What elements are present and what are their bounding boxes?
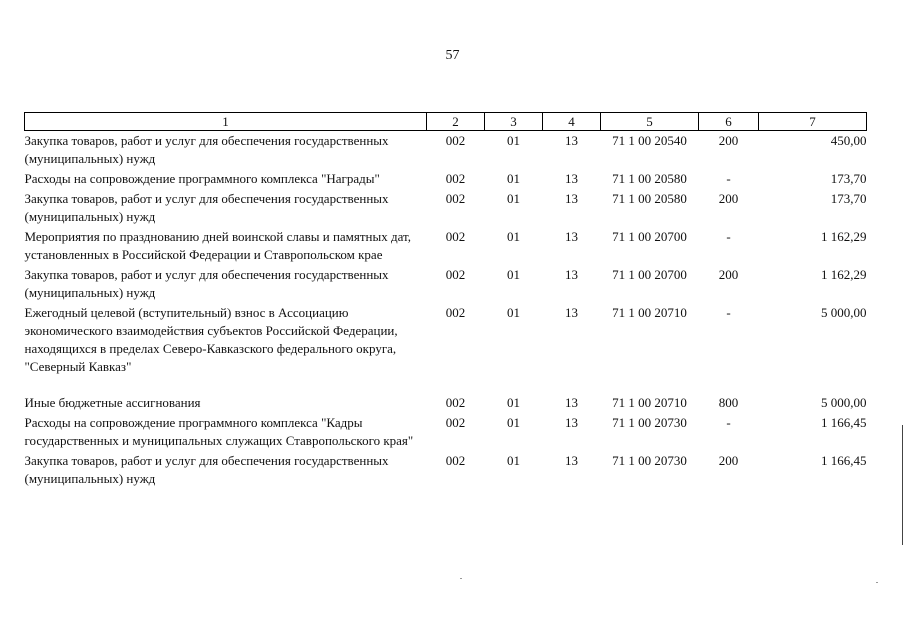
table-row [25, 414, 867, 452]
scan-speck [876, 582, 878, 583]
row-col-2: 002 [445, 267, 466, 282]
header-col-2: 2 [427, 113, 485, 131]
row-col-5: 71 1 00 20730 [612, 415, 687, 430]
row-amount: 1 162,29 [821, 229, 867, 244]
row-col-5: 71 1 00 20700 [612, 267, 687, 282]
row-amount: 173,70 [830, 191, 867, 206]
table-row [25, 452, 867, 490]
row-name: Мероприятия по празднованию дней воинской славы и памятных дат, установленных в Российской Федерации и Ставропольском крае [24, 229, 411, 262]
header-row [25, 113, 867, 131]
page-number: 57 [445, 48, 460, 63]
row-col-5: 71 1 00 20700 [612, 229, 687, 244]
row-col-6: 200 [718, 453, 739, 468]
row-col-5: 71 1 00 20710 [612, 305, 687, 320]
row-col-4: 13 [565, 171, 578, 186]
row-col-6: - [726, 415, 731, 430]
row-amount: 5 000,00 [821, 395, 867, 410]
row-name: Ежегодный целевой (вступительный) взнос в Ассоциацию экономического взаимодействия субъектов Российской Федерации, находящихся в пределах Северо-Кавказского федерального округа, "Северный Кавказ" [24, 305, 398, 374]
row-col-4: 13 [565, 305, 578, 320]
header-col-5: 5 [601, 113, 699, 131]
table-row [25, 266, 867, 304]
header-col-3: 3 [485, 113, 543, 131]
row-name: Расходы на сопровождение программного комплекса "Награды" [24, 171, 380, 186]
blank-row [25, 378, 867, 394]
row-col-6: 800 [718, 395, 739, 410]
row-col-3: 01 [507, 305, 520, 320]
row-col-5: 71 1 00 20730 [612, 453, 687, 468]
row-col-5: 71 1 00 20540 [612, 133, 687, 148]
row-col-3: 01 [507, 171, 520, 186]
row-name: Закупка товаров, работ и услуг для обеспечения государственных (муниципальных) нужд [24, 267, 389, 300]
row-col-5: 71 1 00 20710 [612, 395, 687, 410]
table-row [25, 304, 867, 378]
table-row [25, 170, 867, 190]
row-col-6: 200 [718, 133, 739, 148]
row-col-4: 13 [565, 415, 578, 430]
scan-margin-line [902, 425, 903, 545]
row-name: Иные бюджетные ассигнования [24, 395, 201, 410]
row-col-3: 01 [507, 133, 520, 148]
row-col-6: - [726, 305, 731, 320]
row-col-2: 002 [445, 453, 466, 468]
row-col-4: 13 [565, 133, 578, 148]
row-col-5: 71 1 00 20580 [612, 191, 687, 206]
row-col-3: 01 [507, 191, 520, 206]
row-name: Расходы на сопровождение программного комплекса "Кадры государственных и муниципальных служащих Ставропольского края" [24, 415, 414, 448]
table-row [25, 228, 867, 266]
budget-table [24, 112, 867, 490]
row-col-6: - [726, 229, 731, 244]
row-col-2: 002 [445, 415, 466, 430]
table-row [25, 190, 867, 228]
row-name: Закупка товаров, работ и услуг для обеспечения государственных (муниципальных) нужд [24, 133, 389, 166]
row-col-6: - [726, 171, 731, 186]
scan-speck [460, 578, 462, 579]
header-col-6: 6 [699, 113, 759, 131]
row-col-6: 200 [718, 191, 739, 206]
row-col-5: 71 1 00 20580 [612, 171, 687, 186]
row-amount: 450,00 [830, 133, 867, 148]
row-col-6: 200 [718, 267, 739, 282]
row-col-2: 002 [445, 133, 466, 148]
row-col-4: 13 [565, 267, 578, 282]
row-col-2: 002 [445, 229, 466, 244]
row-col-3: 01 [507, 453, 520, 468]
row-col-3: 01 [507, 229, 520, 244]
row-col-4: 13 [565, 395, 578, 410]
row-col-3: 01 [507, 415, 520, 430]
row-amount: 173,70 [830, 171, 867, 186]
header-col-4: 4 [543, 113, 601, 131]
row-col-2: 002 [445, 395, 466, 410]
row-name: Закупка товаров, работ и услуг для обеспечения государственных (муниципальных) нужд [24, 191, 389, 224]
table-row [25, 131, 867, 171]
row-col-3: 01 [507, 395, 520, 410]
row-amount: 1 166,45 [821, 453, 867, 468]
row-amount: 1 166,45 [821, 415, 867, 430]
row-col-4: 13 [565, 191, 578, 206]
row-col-2: 002 [445, 305, 466, 320]
row-col-2: 002 [445, 191, 466, 206]
row-amount: 5 000,00 [821, 305, 867, 320]
header-col-1: 1 [25, 113, 427, 131]
table-row [25, 394, 867, 414]
row-amount: 1 162,29 [821, 267, 867, 282]
row-col-3: 01 [507, 267, 520, 282]
row-col-2: 002 [445, 171, 466, 186]
row-col-4: 13 [565, 229, 578, 244]
row-name: Закупка товаров, работ и услуг для обеспечения государственных (муниципальных) нужд [24, 453, 389, 486]
header-col-7: 7 [759, 113, 867, 131]
row-col-4: 13 [565, 453, 578, 468]
